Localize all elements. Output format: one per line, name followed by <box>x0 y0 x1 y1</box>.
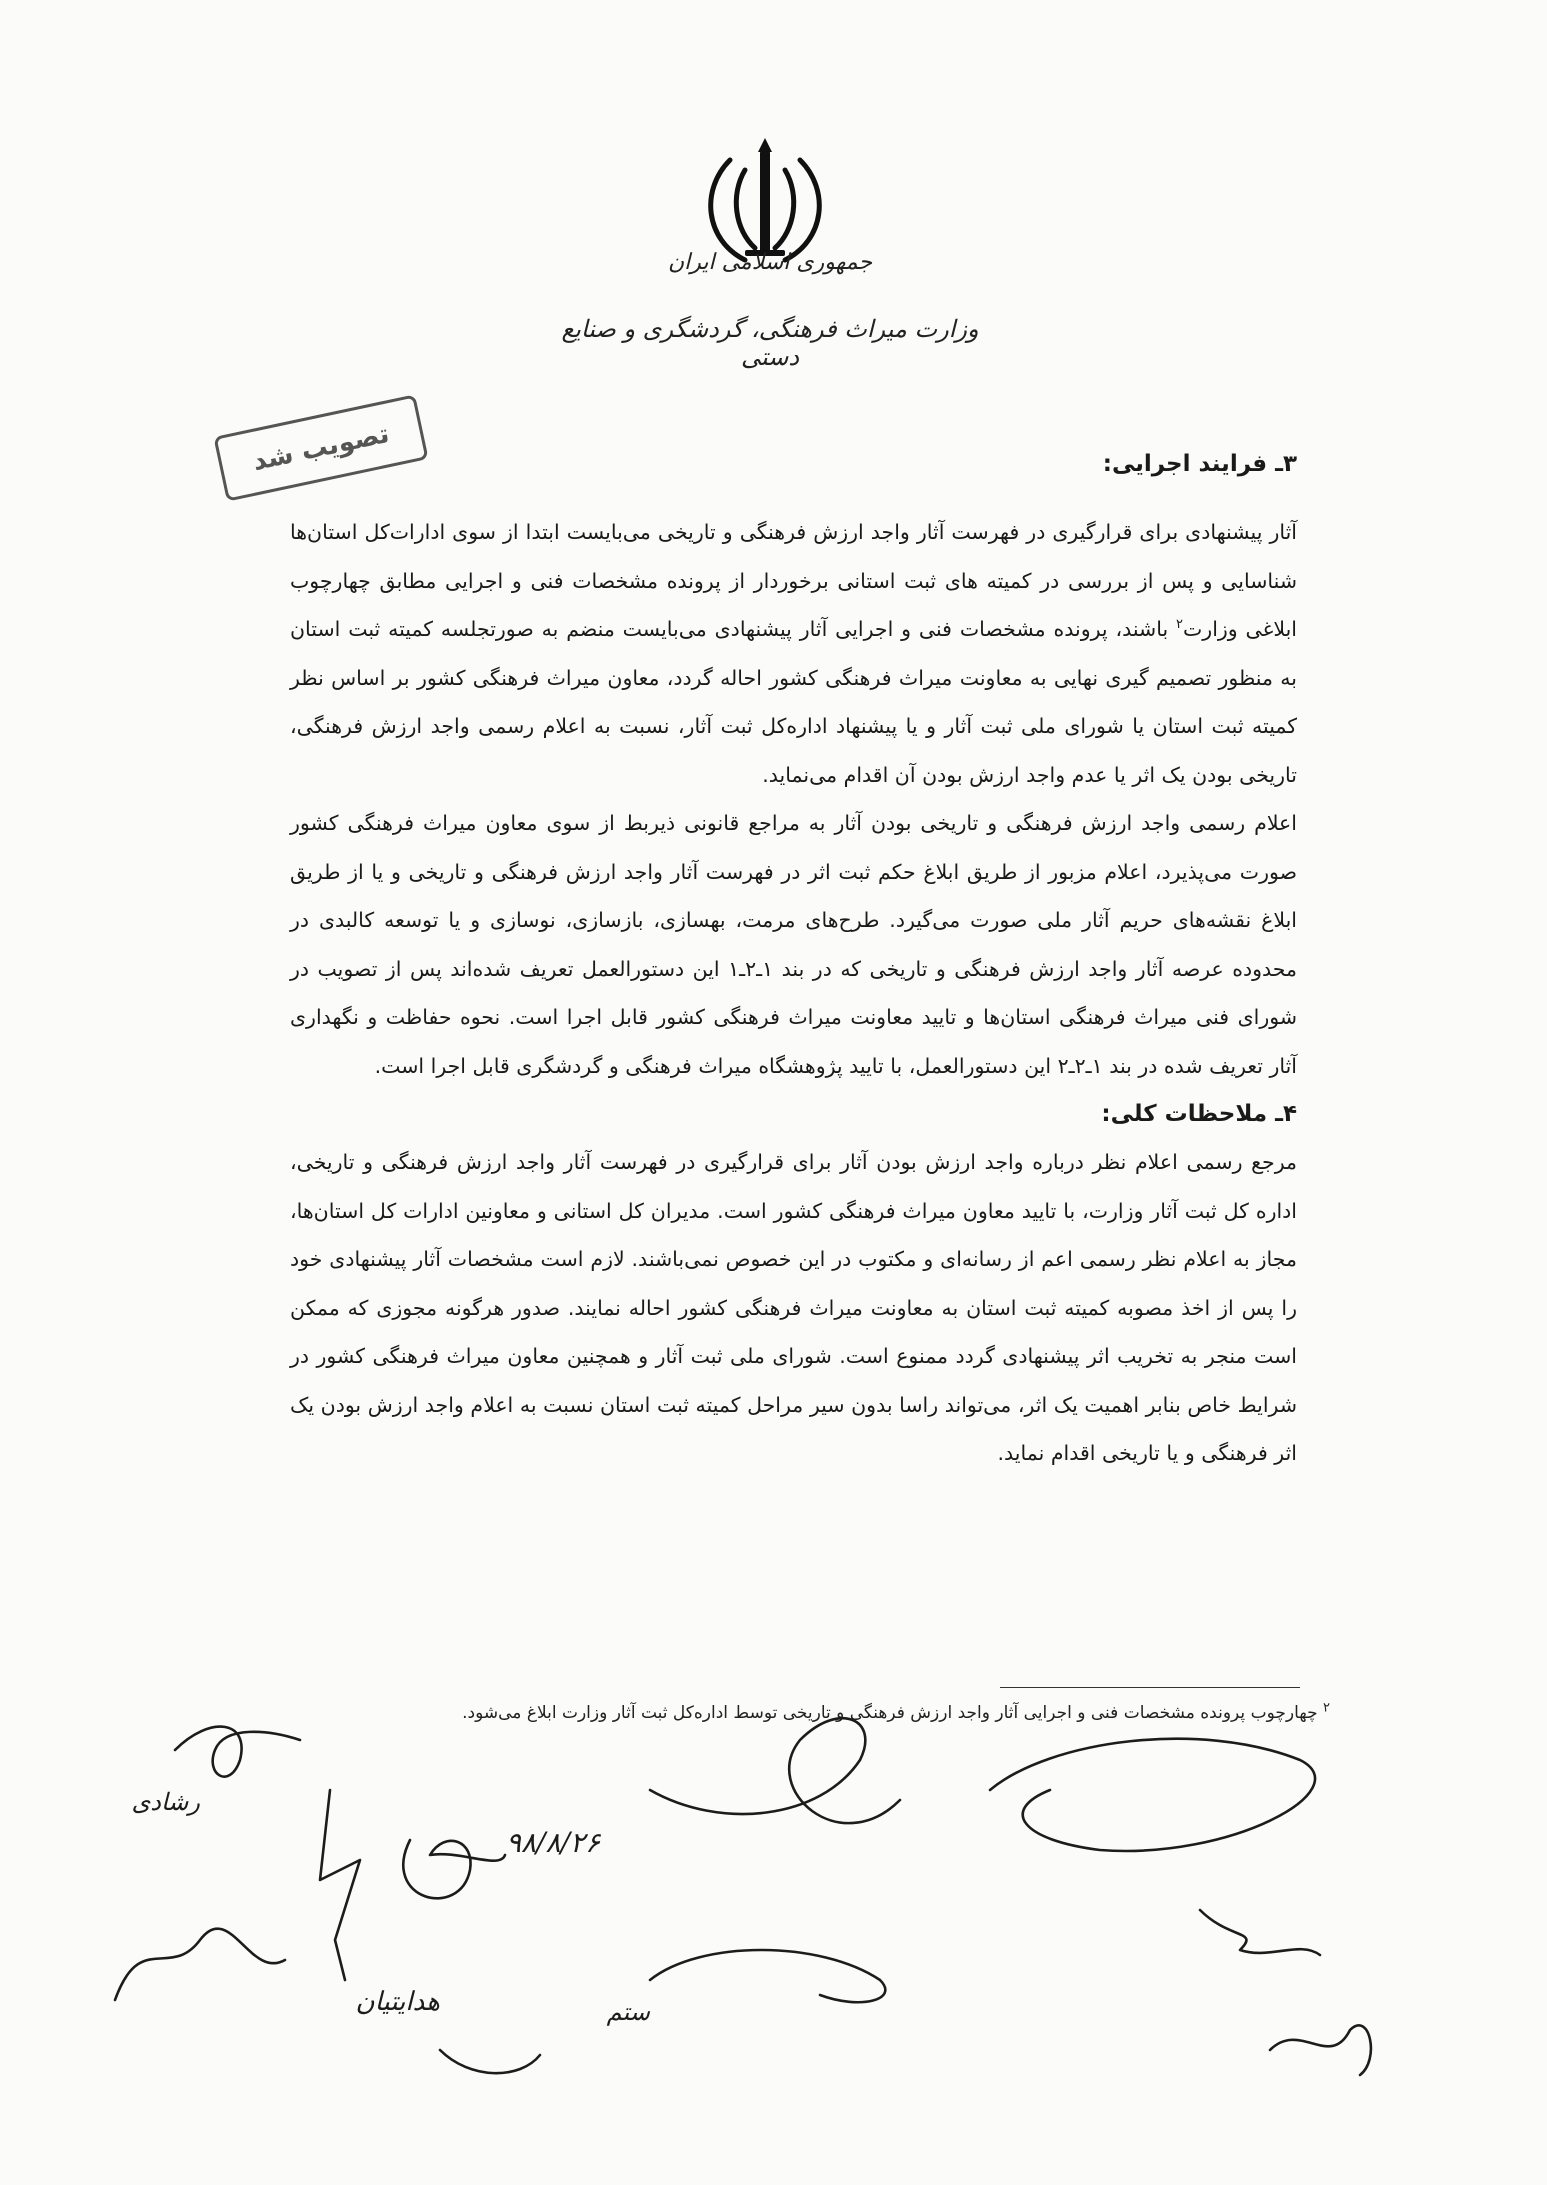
signature-6 <box>650 1718 900 1823</box>
signature-8 <box>990 1739 1315 1851</box>
signature-name-2: هدایتیان <box>355 1987 440 2017</box>
signature-4 <box>403 1840 505 1898</box>
section-3-paragraph-1-part-1: آثار پیشنهادی برای قرارگیری در فهرست آثار واجد ارزش فرهنگی و تاریخی می‌بایست ابتدا از سوی ادارات‌کل استان‌ها شناسایی و پس از بررسی در کمیته های ثبت استانی برخوردار از پرونده مشخصات فنی و اجرایی مطابق چهارچوب ابلاغی وزارت <box>290 520 1297 641</box>
footnote-text: چهارچوب پرونده مشخصات فنی و اجرایی آثار واجد ارزش فرهنگی و تاریخی توسط اداره‌کل ثبت آثار وزارت ابلاغ می‌شود. <box>462 1703 1318 1723</box>
signature-name-1: رشادی <box>131 1788 200 1816</box>
signature-5 <box>440 2050 540 2073</box>
signature-10 <box>1270 2025 1371 2075</box>
section-3-paragraph-2: اعلام رسمی واجد ارزش فرهنگی و تاریخی بودن آثار به مراجع قانونی ذیربط از سوی معاون میراث فرهنگی کشور صورت می‌پذیرد، اعلام مزبور از طریق ابلاغ حکم ثبت اثر در فهرست آثار واجد ارزش فرهنگی و تاریخی و یا از طریق ابلاغ نقشه‌های حریم آثار ملی صورت می‌گیرد. طرح‌های مرمت، بهسازی، بازسازی، نوسازی و یا توسعه کالبدی در محدوده عرصه آثار واجد ارزش فرهنگی و تاریخی که در بند ۱ـ۲ـ۱ این دستورالعمل تعریف شده‌اند پس از تصویب در شورای فنی میراث فرهنگی استان‌ها و تایید معاونت میراث فرهنگی کشور قابل اجرا است. نحوه حفاظت و نگهداری آثار تعریف شده در بند ۱ـ۲ـ۲ این دستورالعمل، با تایید پژوهشگاه میراث فرهنگی و گردشگری قابل اجرا است. <box>290 811 1297 1078</box>
section-3-heading: ۳ـ فرایند اجرایی: <box>1102 451 1297 477</box>
signature-date: ۹۸/۸/۲۶ <box>505 1826 600 1859</box>
signature-3 <box>320 1790 360 1980</box>
signature-1 <box>175 1727 300 1777</box>
section-3-paragraph-1 <box>290 508 1297 799</box>
signature-7 <box>650 1950 885 2002</box>
footnote-marker: ۲ <box>1323 1700 1330 1716</box>
header-ministry: وزارت میراث فرهنگی، گردشگری و صنایع دستی <box>561 315 979 371</box>
section-3-paragraph-1-part-2: باشند، پرونده مشخصات فنی و اجرایی آثار پیشنهادی می‌بایست منضم به صورتجلسه کمیته ثبت استان به منظور تصمیم گیری نهایی به معاونت میراث فرهنگی کشور احاله گردد، معاون میراث فرهنگی کشور بر اساس نظر کمیته ثبت استان یا شورای ملی ثبت آثار و یا پیشنهاد اداره‌کل ثبت آثار، نسبت به اعلام رسمی واجد ارزش فرهنگی، تاریخی بودن یک اثر یا عدم واجد ارزش بودن آن اقدام می‌نماید. <box>290 617 1297 787</box>
signature-name-3: ستم <box>606 1998 650 2026</box>
signature-2 <box>115 1929 285 2000</box>
document-body <box>290 440 1297 1478</box>
section-4-paragraph-1: مرجع رسمی اعلام نظر درباره واجد ارزش بودن آثار برای قرارگیری در فهرست آثار واجد ارزش فرهنگی و تاریخی، اداره کل ثبت آثار وزارت، با تایید معاون میراث فرهنگی کشور است. مدیران کل استانی و معاونین ادارات کل استان‌ها، مجاز به اعلام نظر رسمی اعم از رسانه‌ای و مکتوب در این خصوص نمی‌باشند. لازم است مشخصات آثار پیشنهادی خود را پس از اخذ مصوبه کمیته ثبت استان به معاونت میراث فرهنگی کشور احاله نمایند. صدور هرگونه مجوزی که ممکن است منجر به تخریب اثر پیشنهادی گردد ممنوع است. شورای ملی ثبت آثار و همچنین معاون میراث فرهنگی کشور در شرایط خاص بنابر اهمیت یک اثر، می‌تواند راسا بدون سیر مراحل کمیته ثبت استان نسبت به اعلام واجد ارزش بودن یک اثر فرهنگی و یا تاریخی اقدام نماید. <box>290 1150 1297 1465</box>
footnote-reference: ۲ <box>1176 617 1183 633</box>
section-4-heading: ۴ـ ملاحظات کلی: <box>1101 1101 1297 1127</box>
signatures-area <box>0 1680 1547 2180</box>
header-country: جمهوری اسلامی ایران <box>667 250 873 275</box>
signature-9 <box>1200 1910 1320 1955</box>
approval-stamp: تصویب شد <box>213 394 428 501</box>
